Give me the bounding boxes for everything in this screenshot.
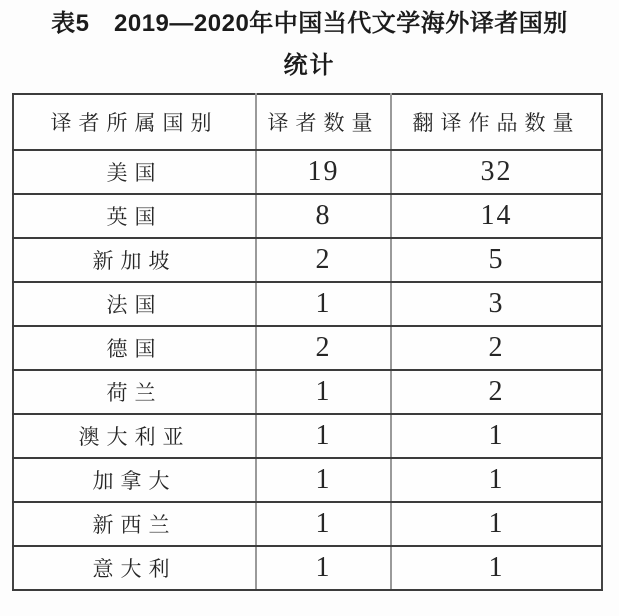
table-caption-line1: 表5 2019—2020年中国当代文学海外译者国别 bbox=[51, 10, 568, 37]
country-cell: 荷兰 bbox=[13, 370, 256, 414]
country-cell: 澳大利亚 bbox=[13, 414, 256, 458]
works-count-cell: 2 bbox=[391, 370, 602, 414]
country-cell: 加拿大 bbox=[13, 458, 256, 502]
table-row bbox=[13, 282, 602, 326]
translator-count-cell: 1 bbox=[256, 458, 391, 502]
works-count-cell: 1 bbox=[391, 414, 602, 458]
country-cell: 德国 bbox=[13, 326, 256, 370]
table-row bbox=[13, 194, 602, 238]
works-count-cell: 3 bbox=[391, 282, 602, 326]
translator-count-cell: 1 bbox=[256, 414, 391, 458]
translator-count-cell: 1 bbox=[256, 282, 391, 326]
table-row bbox=[13, 546, 602, 590]
table-row bbox=[13, 370, 602, 414]
translator-count-cell: 2 bbox=[256, 326, 391, 370]
works-count-cell: 1 bbox=[391, 502, 602, 546]
works-count-cell: 14 bbox=[391, 194, 602, 238]
translator-count-cell: 2 bbox=[256, 238, 391, 282]
table-row bbox=[13, 238, 602, 282]
table-row bbox=[13, 502, 602, 546]
translator-count-cell: 8 bbox=[256, 194, 391, 238]
translator-count-cell: 1 bbox=[256, 502, 391, 546]
works-count-cell: 5 bbox=[391, 238, 602, 282]
table-caption-line2: 统计 bbox=[283, 52, 336, 79]
works-count-cell: 2 bbox=[391, 326, 602, 370]
works-count-cell: 32 bbox=[391, 150, 602, 194]
header-country: 译者所属国别 bbox=[13, 94, 256, 150]
table-row bbox=[13, 150, 602, 194]
table-row bbox=[13, 458, 602, 502]
works-count-cell: 1 bbox=[391, 458, 602, 502]
header-translator-count: 译者数量 bbox=[256, 94, 391, 150]
country-cell: 英国 bbox=[13, 194, 256, 238]
country-cell: 新加坡 bbox=[13, 238, 256, 282]
country-cell: 新西兰 bbox=[13, 502, 256, 546]
country-cell: 法国 bbox=[13, 282, 256, 326]
table-caption bbox=[0, 0, 619, 80]
table-row bbox=[13, 326, 602, 370]
country-cell: 美国 bbox=[13, 150, 256, 194]
country-cell: 意大利 bbox=[13, 546, 256, 590]
table-header-row bbox=[13, 94, 602, 150]
works-count-cell: 1 bbox=[391, 546, 602, 590]
header-works-count: 翻译作品数量 bbox=[391, 94, 602, 150]
translator-count-cell: 19 bbox=[256, 150, 391, 194]
translator-country-table bbox=[12, 93, 603, 591]
translator-count-cell: 1 bbox=[256, 546, 391, 590]
translator-count-cell: 1 bbox=[256, 370, 391, 414]
table-row bbox=[13, 414, 602, 458]
